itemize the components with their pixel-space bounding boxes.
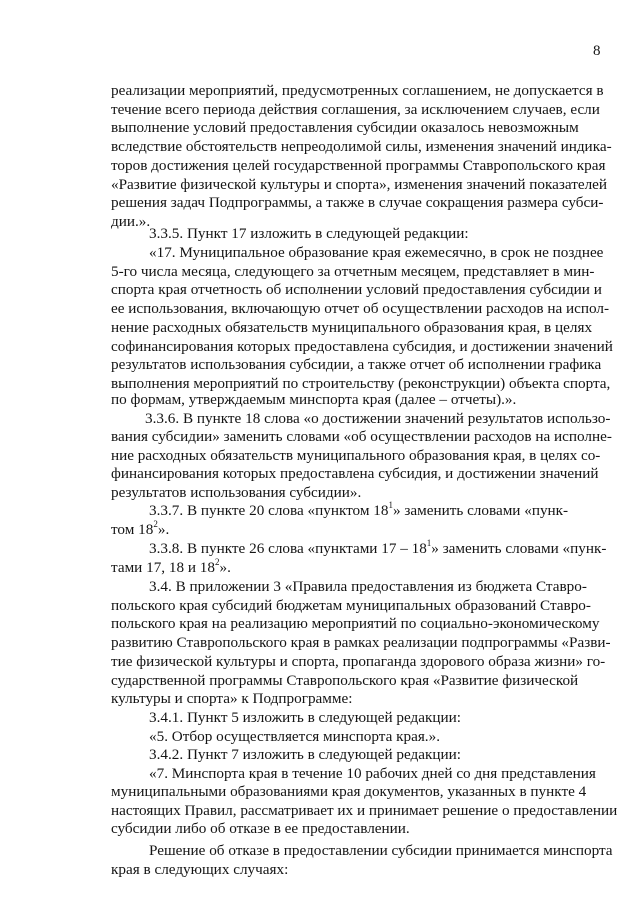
text-line: результатов использования субсидии, а также отчет об исполнении графика — [111, 356, 602, 373]
text-line: тами 17, 18 и $18^2$». — [111, 556, 231, 576]
text-line: 3.3.6. В пункте 18 слова «о достижении значений результатов использо- — [145, 410, 611, 427]
text-line: культуры и спорта» к Подпрограмме: — [111, 690, 353, 707]
text-line: края в следующих случаях: — [111, 861, 289, 878]
text-line: течение всего периода действия соглашения, за исключением случаев, если — [111, 101, 600, 118]
text-line: «Развитие физической культуры и спорта», изменения значений показателей — [111, 176, 608, 193]
text-line: развитию Ставропольского края в рамках реализации подпрограммы «Разви- — [111, 634, 611, 651]
text-line: торов достижения целей государственной программы Ставропольского края — [111, 157, 606, 174]
text-line: 3.3.7. В пункте 20 слова «пунктом $18^1$» заменить словами «пунк- — [149, 499, 569, 519]
text-line: 3.3.5. Пункт 17 изложить в следующей редакции: — [149, 225, 469, 242]
text-line: 3.3.8. В пункте 26 слова «пунктами $17 - 18^1$» заменить словами «пунк- — [149, 537, 607, 557]
text-line: субсидии либо об отказе в ее предоставлении. — [111, 820, 410, 837]
text-line: 3.4.2. Пункт 7 изложить в следующей редакции: — [149, 746, 462, 763]
text-line: муниципальными образованиями края документов, указанных в пункте 4 — [111, 783, 587, 800]
superscript: 1 — [426, 537, 432, 548]
text-line: польского края на реализацию мероприятий по социально-экономическому — [111, 615, 600, 632]
text-line: софинансирования которых предоставлена субсидия, и достижении значений — [111, 338, 613, 355]
text-line: спорта края отчетность об исполнении условий предоставления субсидии и — [111, 281, 602, 298]
text-line: польского края субсидий бюджетам муниципальных образований Ставро- — [111, 597, 591, 614]
text-line: решения задач Подпрограммы, а также в случае сокращения размера субси- — [111, 194, 604, 211]
text-line: реализации мероприятий, предусмотренных соглашением, не допускается в — [111, 82, 604, 99]
text-line: Решение об отказе в предоставлении субсидии принимается минспорта — [149, 842, 613, 859]
text-line: «17. Муниципальное образование края ежемесячно, в срок не позднее — [149, 244, 604, 261]
text-line: сударственной программы Ставропольского края «Развитие физической — [111, 672, 579, 689]
text-line: вследствие обстоятельств непреодолимой силы, изменения значений индика- — [111, 138, 612, 155]
text-line: по формам, утверждаемым минспорта края (далее – отчеты).». — [111, 391, 517, 408]
text-line: том $18^2$». — [111, 518, 170, 538]
text-line: 5-го числа месяца, следующего за отчетным месяцем, представляет в мин- — [111, 263, 595, 280]
text-line: 3.4. В приложении 3 «Правила предоставления из бюджета Ставро- — [149, 578, 587, 595]
text-line: «5. Отбор осуществляется минспорта края.». — [149, 728, 440, 745]
text-line: выполнение условий предоставления субсидии оказалось невозможным — [111, 119, 579, 136]
text-line: 3.4.1. Пункт 5 изложить в следующей редакции: — [149, 709, 462, 726]
text-line: ние расходных обязательств муниципального образования края, в целях со- — [111, 447, 601, 464]
text-line: выполнения мероприятий по строительству (реконструкции) объекта спорта, — [111, 375, 611, 392]
superscript: 2 — [153, 518, 158, 529]
text-line: вания субсидии» заменить словами «об осуществлении расходов на исполне- — [111, 428, 612, 445]
text-line: нение расходных обязательств муниципального образования края, в целях — [111, 319, 593, 336]
text-line: настоящих Правил, рассматривает их и принимает решение о предоставлении — [111, 802, 618, 819]
text-line: тие физической культуры и спорта, пропаганда здорового образа жизни» го- — [111, 653, 606, 670]
page-number: 8 — [593, 43, 601, 59]
text-line: результатов использования субсидии». — [111, 484, 362, 501]
text-line: финансирования которых предоставлена субсидия, и достижении значений — [111, 465, 599, 482]
superscript: 1 — [388, 499, 393, 510]
superscript: 2 — [214, 556, 220, 567]
text-line: дии.». — [111, 213, 151, 230]
text-line: «7. Минспорта края в течение 10 рабочих дней со дня представления — [149, 765, 596, 782]
text-line: ее использования, включающую отчет об осуществлении расходов на испол- — [111, 300, 610, 317]
